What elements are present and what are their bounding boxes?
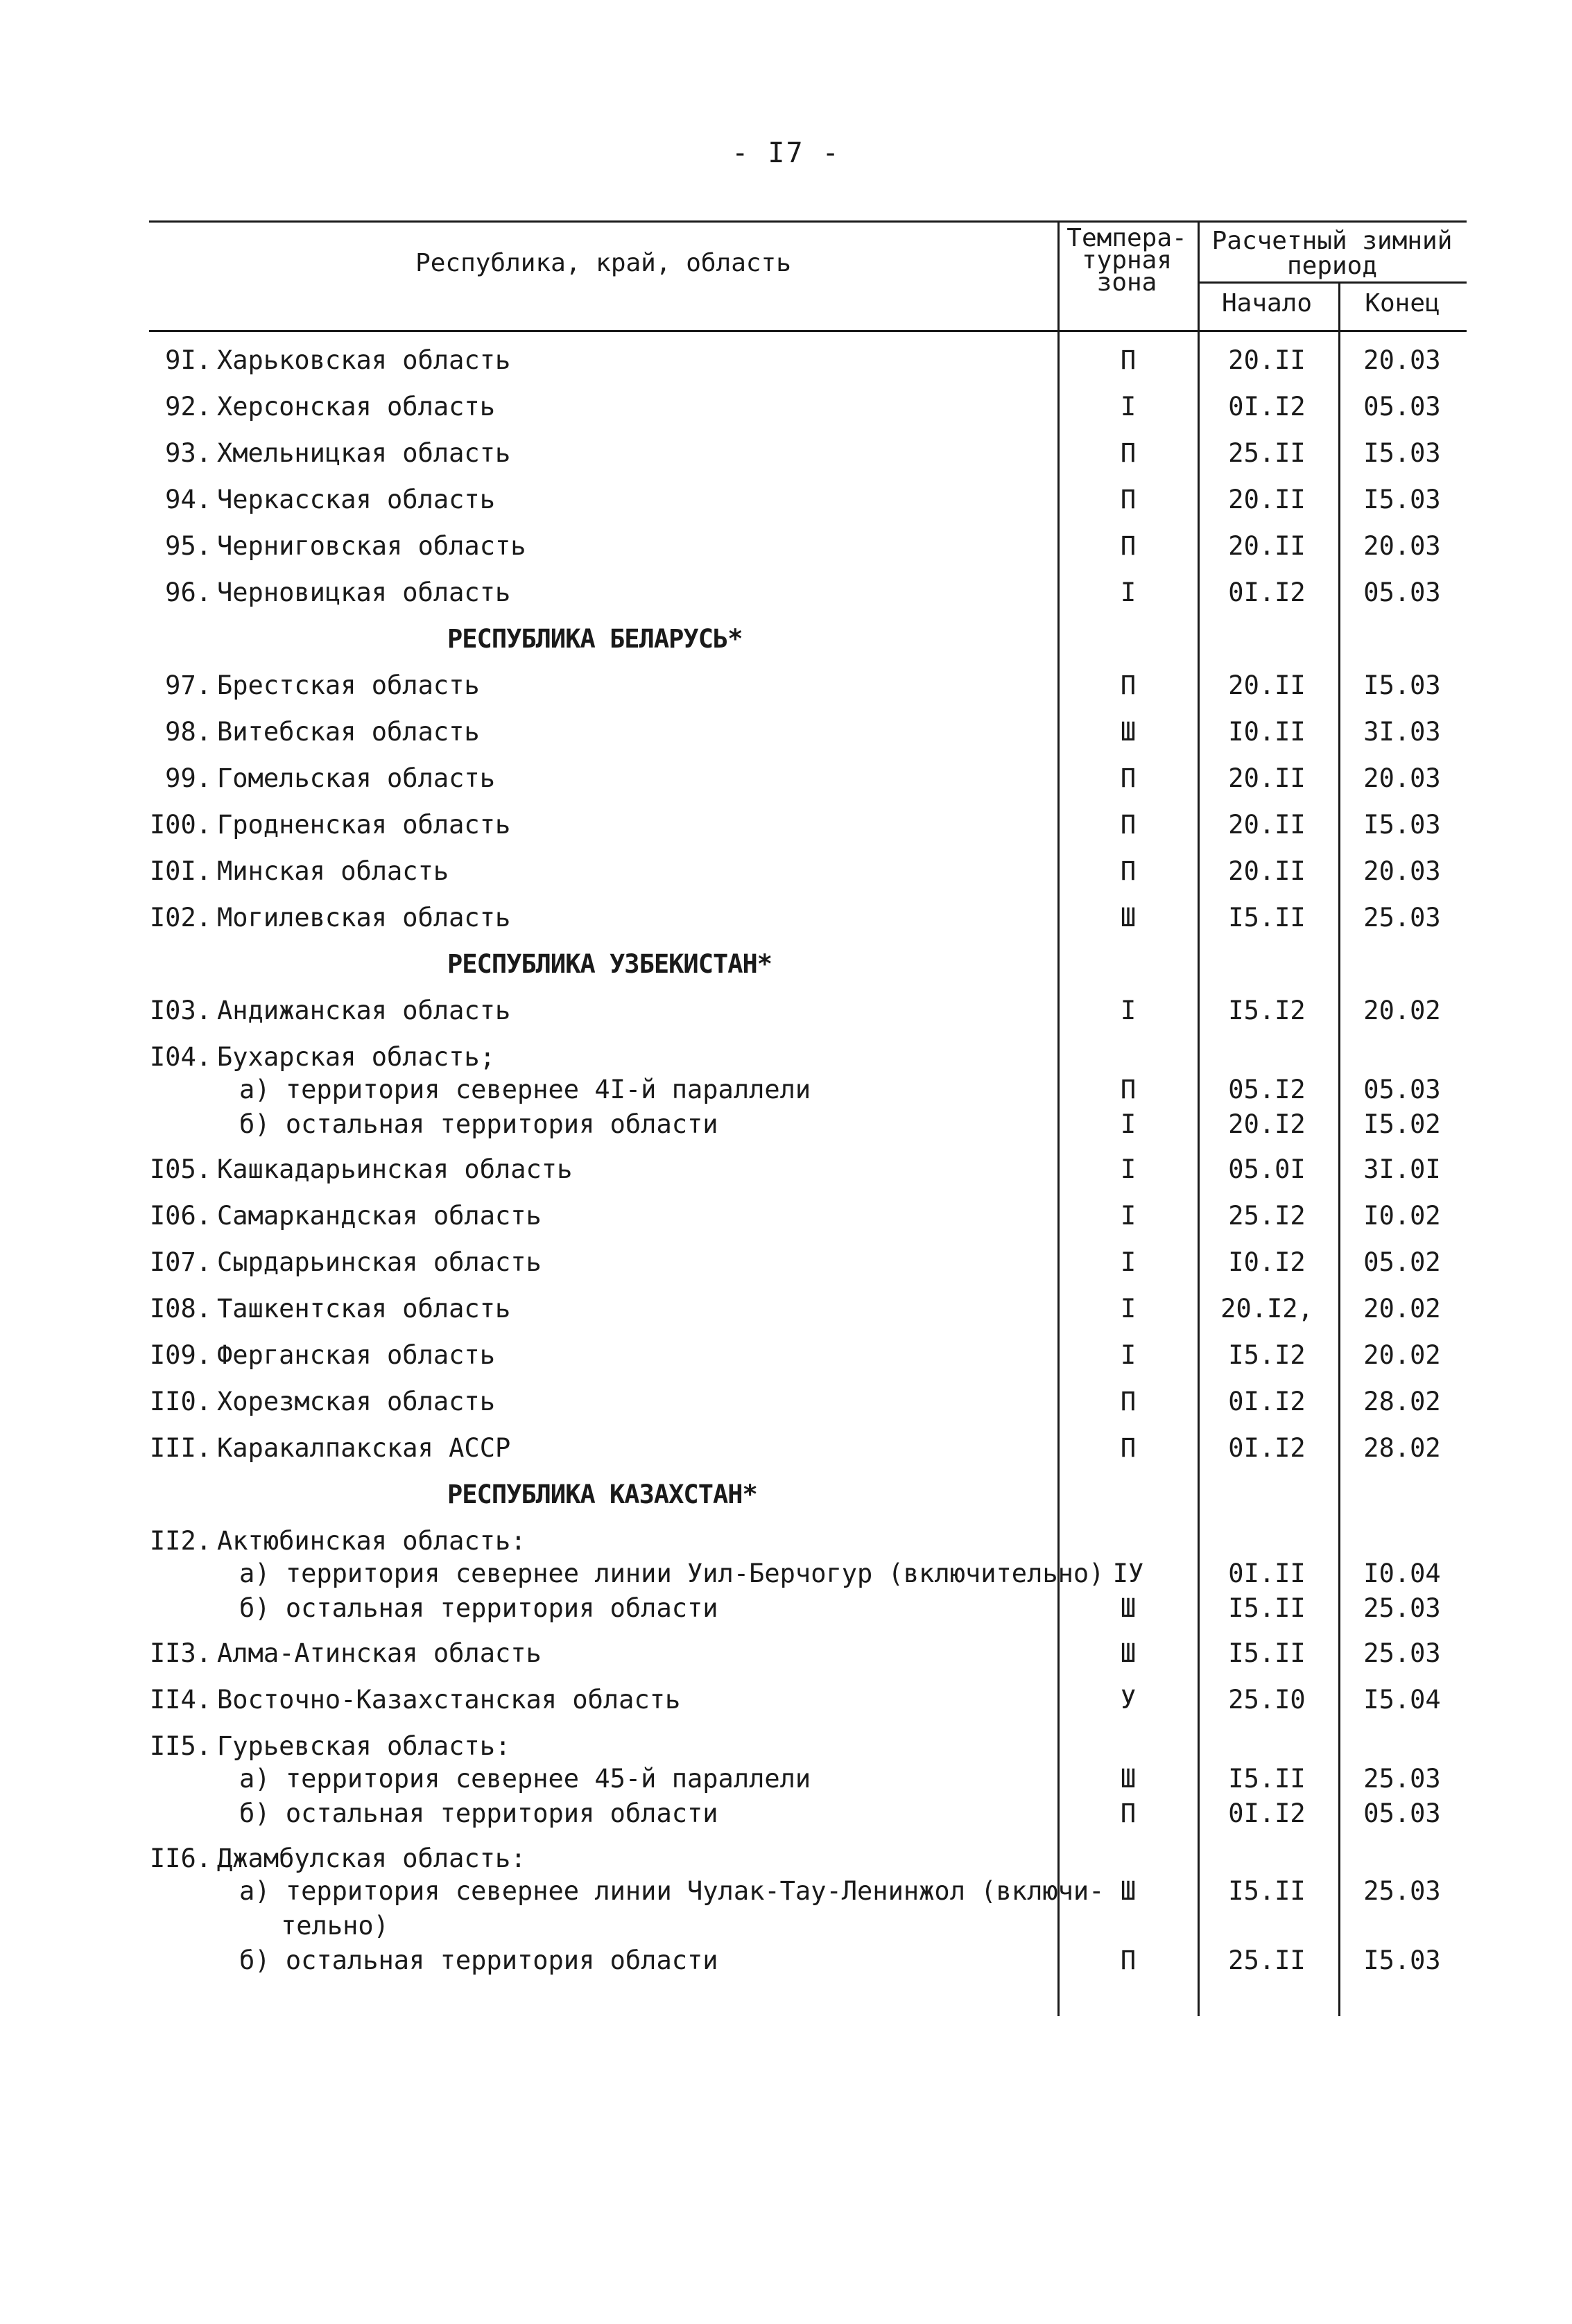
period-start: 25.II — [1228, 438, 1306, 468]
period-end: I5.02 — [1363, 1109, 1441, 1139]
period-start: I5.II — [1228, 1638, 1306, 1668]
section-heading: РЕСПУБЛИКА КАЗАХСТАН* — [447, 1480, 757, 1509]
period-start: 0I.I2 — [1228, 578, 1306, 607]
row-number: I04. — [149, 1042, 211, 1072]
row-number: 99. — [165, 763, 211, 793]
temperature-zone: П — [1120, 810, 1137, 840]
period-end: 25.03 — [1363, 1764, 1441, 1794]
period-end: I0.02 — [1363, 1201, 1441, 1231]
climate-table — [149, 220, 1467, 2016]
row-number: II2. — [149, 1526, 211, 1556]
period-start: 20.II — [1228, 670, 1306, 700]
temperature-zone: П — [1120, 856, 1137, 886]
period-end: 20.03 — [1363, 345, 1441, 375]
temperature-zone: I — [1120, 392, 1137, 422]
row-number: 94. — [165, 485, 211, 514]
region-name: Черновицкая область — [217, 578, 511, 607]
sub-row-label: а) территория севернее линии Чулак-Тау-Ленинжол (включи- — [239, 1876, 1105, 1906]
period-end: 20.02 — [1363, 1294, 1441, 1324]
temperature-zone: П — [1120, 1945, 1137, 1975]
row-number: II6. — [149, 1844, 211, 1873]
temperature-zone: П — [1120, 670, 1137, 700]
period-start: 20.I2 — [1228, 1109, 1306, 1139]
temperature-zone: П — [1120, 531, 1137, 561]
row-number: I02. — [149, 903, 211, 933]
row-number: I07. — [149, 1247, 211, 1277]
period-start: I5.I2 — [1228, 996, 1306, 1025]
period-start: 20.II — [1228, 485, 1306, 514]
region-name: Витебская область — [217, 717, 480, 747]
period-end: 25.03 — [1363, 1876, 1441, 1906]
temperature-zone: П — [1120, 438, 1137, 468]
period-end: 3I.0I — [1363, 1154, 1441, 1184]
section-heading: РЕСПУБЛИКА УЗБЕКИСТАН* — [447, 949, 772, 979]
region-name: Актюбинская область: — [217, 1526, 526, 1556]
period-end: 05.03 — [1363, 1798, 1441, 1828]
region-name: Самаркандская область — [217, 1201, 542, 1231]
region-name: Черкасская область — [217, 485, 495, 514]
period-start: I5.I2 — [1228, 1340, 1306, 1370]
period-end: I5.03 — [1363, 810, 1441, 840]
temperature-zone: I — [1120, 578, 1137, 607]
temperature-zone: I — [1120, 996, 1137, 1025]
row-number: 92. — [165, 392, 211, 422]
temperature-zone: I — [1120, 1340, 1137, 1370]
temperature-zone: IУ — [1112, 1559, 1144, 1588]
period-start: I5.II — [1228, 1764, 1306, 1794]
period-end: 05.03 — [1363, 392, 1441, 422]
period-end: 25.03 — [1363, 903, 1441, 933]
period-end: I5.03 — [1363, 438, 1441, 468]
row-number: I03. — [149, 996, 211, 1025]
period-end: 20.02 — [1363, 996, 1441, 1025]
region-name: Брестская область — [217, 670, 480, 700]
period-end: 20.03 — [1363, 763, 1441, 793]
period-start: 20.II — [1228, 810, 1306, 840]
temperature-zone: Ш — [1120, 903, 1137, 933]
region-name: Восточно-Казахстанская область — [217, 1685, 681, 1715]
temperature-zone: Ш — [1120, 1593, 1137, 1623]
period-subheader-rule — [1198, 281, 1467, 284]
region-name: Гомельская область — [217, 763, 495, 793]
temperature-zone: П — [1120, 763, 1137, 793]
period-end: I5.04 — [1363, 1685, 1441, 1715]
temperature-zone: I — [1120, 1109, 1137, 1139]
period-start: 0I.I2 — [1228, 1798, 1306, 1828]
period-end: I5.03 — [1363, 670, 1441, 700]
period-end: 25.03 — [1363, 1638, 1441, 1668]
period-end: I0.04 — [1363, 1559, 1441, 1588]
header-zone-1: Темпера- — [1066, 224, 1187, 252]
period-end: 05.03 — [1363, 1075, 1441, 1104]
period-start: 20.II — [1228, 531, 1306, 561]
period-start: 0I.II — [1228, 1559, 1306, 1588]
row-number: I05. — [149, 1154, 211, 1184]
region-name: Джамбулская область: — [217, 1844, 526, 1873]
period-start: 0I.I2 — [1228, 1433, 1306, 1463]
sub-row-label: тельно) — [281, 1911, 389, 1941]
row-number: II0. — [149, 1387, 211, 1416]
row-number: I08. — [149, 1294, 211, 1324]
header-zone-3: зона — [1096, 268, 1157, 297]
period-start: I5.II — [1228, 903, 1306, 933]
period-start: 05.0I — [1228, 1154, 1306, 1184]
period-start: 25.II — [1228, 1945, 1306, 1975]
period-end: I5.03 — [1363, 1945, 1441, 1975]
row-number: I09. — [149, 1340, 211, 1370]
row-number: 98. — [165, 717, 211, 747]
period-start: I0.I2 — [1228, 1247, 1306, 1277]
page-number: - I7 - — [732, 137, 840, 169]
period-end: 3I.03 — [1363, 717, 1441, 747]
region-name: Херсонская область — [217, 392, 495, 422]
period-end: 28.02 — [1363, 1433, 1441, 1463]
sub-row-label: а) территория севернее 4I-й параллели — [239, 1075, 811, 1104]
period-start: 20.II — [1228, 345, 1306, 375]
temperature-zone: Ш — [1120, 1638, 1137, 1668]
region-name: Бухарская область; — [217, 1042, 495, 1072]
header-period-2: период — [1286, 252, 1378, 280]
temperature-zone: I — [1120, 1154, 1137, 1184]
temperature-zone: Ш — [1120, 1876, 1137, 1906]
period-start: I5.II — [1228, 1593, 1306, 1623]
section-heading: РЕСПУБЛИКА БЕЛАРУСЬ* — [447, 624, 743, 654]
row-number: II3. — [149, 1638, 211, 1668]
period-end: 20.03 — [1363, 531, 1441, 561]
period-end: 25.03 — [1363, 1593, 1441, 1623]
row-number: 97. — [165, 670, 211, 700]
header-zone-2: турная — [1081, 246, 1173, 275]
sub-row-label: а) территория севернее 45-й параллели — [239, 1764, 811, 1794]
region-name: Могилевская область — [217, 903, 511, 933]
region-name: Сырдарьинская область — [217, 1247, 542, 1277]
temperature-zone: П — [1120, 1387, 1137, 1416]
sub-row-label: а) территория севернее линии Уил-Берчогур (включительно) — [239, 1559, 1105, 1588]
region-name: Хмельницкая область — [217, 438, 511, 468]
header-region: Республика, край, область — [415, 249, 791, 277]
period-end: I5.03 — [1363, 485, 1441, 514]
header-end: Конец — [1365, 289, 1440, 318]
period-start: I5.II — [1228, 1876, 1306, 1906]
table-top-rule — [149, 220, 1467, 223]
sub-row-label: б) остальная территория области — [239, 1945, 718, 1975]
region-name: Гурьевская область: — [217, 1731, 511, 1761]
region-name: Харьковская область — [217, 345, 511, 375]
region-name: Андижанская область — [217, 996, 511, 1025]
region-name: Минская область — [217, 856, 449, 886]
region-name: Черниговская область — [217, 531, 526, 561]
region-name: Кашкадарьинская область — [217, 1154, 573, 1184]
row-number: I06. — [149, 1201, 211, 1231]
region-name: Алма-Атинская область — [217, 1638, 542, 1668]
period-end: 20.03 — [1363, 856, 1441, 886]
temperature-zone: Ш — [1120, 717, 1137, 747]
row-number: II5. — [149, 1731, 211, 1761]
temperature-zone: П — [1120, 485, 1137, 514]
row-number: I0I. — [149, 856, 211, 886]
period-start: 0I.I2 — [1228, 1387, 1306, 1416]
temperature-zone: Ш — [1120, 1764, 1137, 1794]
header-start: Начало — [1221, 289, 1313, 318]
temperature-zone: П — [1120, 1433, 1137, 1463]
period-start: 25.I2 — [1228, 1201, 1306, 1231]
sub-row-label: б) остальная территория области — [239, 1109, 718, 1139]
row-number: II4. — [149, 1685, 211, 1715]
period-end: 05.02 — [1363, 1247, 1441, 1277]
row-number: I00. — [149, 810, 211, 840]
period-end: 05.03 — [1363, 578, 1441, 607]
period-start: 25.I0 — [1228, 1685, 1306, 1715]
period-start: I0.II — [1228, 717, 1306, 747]
period-start: 20.I2, — [1220, 1294, 1313, 1324]
row-number: 95. — [165, 531, 211, 561]
header-bottom-rule — [149, 330, 1467, 332]
row-number: 93. — [165, 438, 211, 468]
region-name: Хорезмская область — [217, 1387, 495, 1416]
region-name: Гродненская область — [217, 810, 511, 840]
region-name: Ферганская область — [217, 1340, 495, 1370]
temperature-zone: П — [1120, 1075, 1137, 1104]
temperature-zone: I — [1120, 1201, 1137, 1231]
temperature-zone: I — [1120, 1247, 1137, 1277]
row-number: III. — [149, 1433, 211, 1463]
sub-row-label: б) остальная территория области — [239, 1798, 718, 1828]
header-period-1: Расчетный зимний — [1211, 227, 1453, 255]
temperature-zone: П — [1120, 345, 1137, 375]
period-start: 20.II — [1228, 856, 1306, 886]
temperature-zone: П — [1120, 1798, 1137, 1828]
region-name: Ташкентская область — [217, 1294, 511, 1324]
period-end: 20.02 — [1363, 1340, 1441, 1370]
sub-row-label: б) остальная территория области — [239, 1593, 718, 1623]
period-end: 28.02 — [1363, 1387, 1441, 1416]
period-start: 20.II — [1228, 763, 1306, 793]
region-name: Каракалпакская АССР — [217, 1433, 511, 1463]
row-number: 96. — [165, 578, 211, 607]
temperature-zone: У — [1120, 1685, 1137, 1715]
temperature-zone: I — [1120, 1294, 1137, 1324]
period-start: 05.I2 — [1228, 1075, 1306, 1104]
row-number: 9I. — [165, 345, 211, 375]
period-start: 0I.I2 — [1228, 392, 1306, 422]
